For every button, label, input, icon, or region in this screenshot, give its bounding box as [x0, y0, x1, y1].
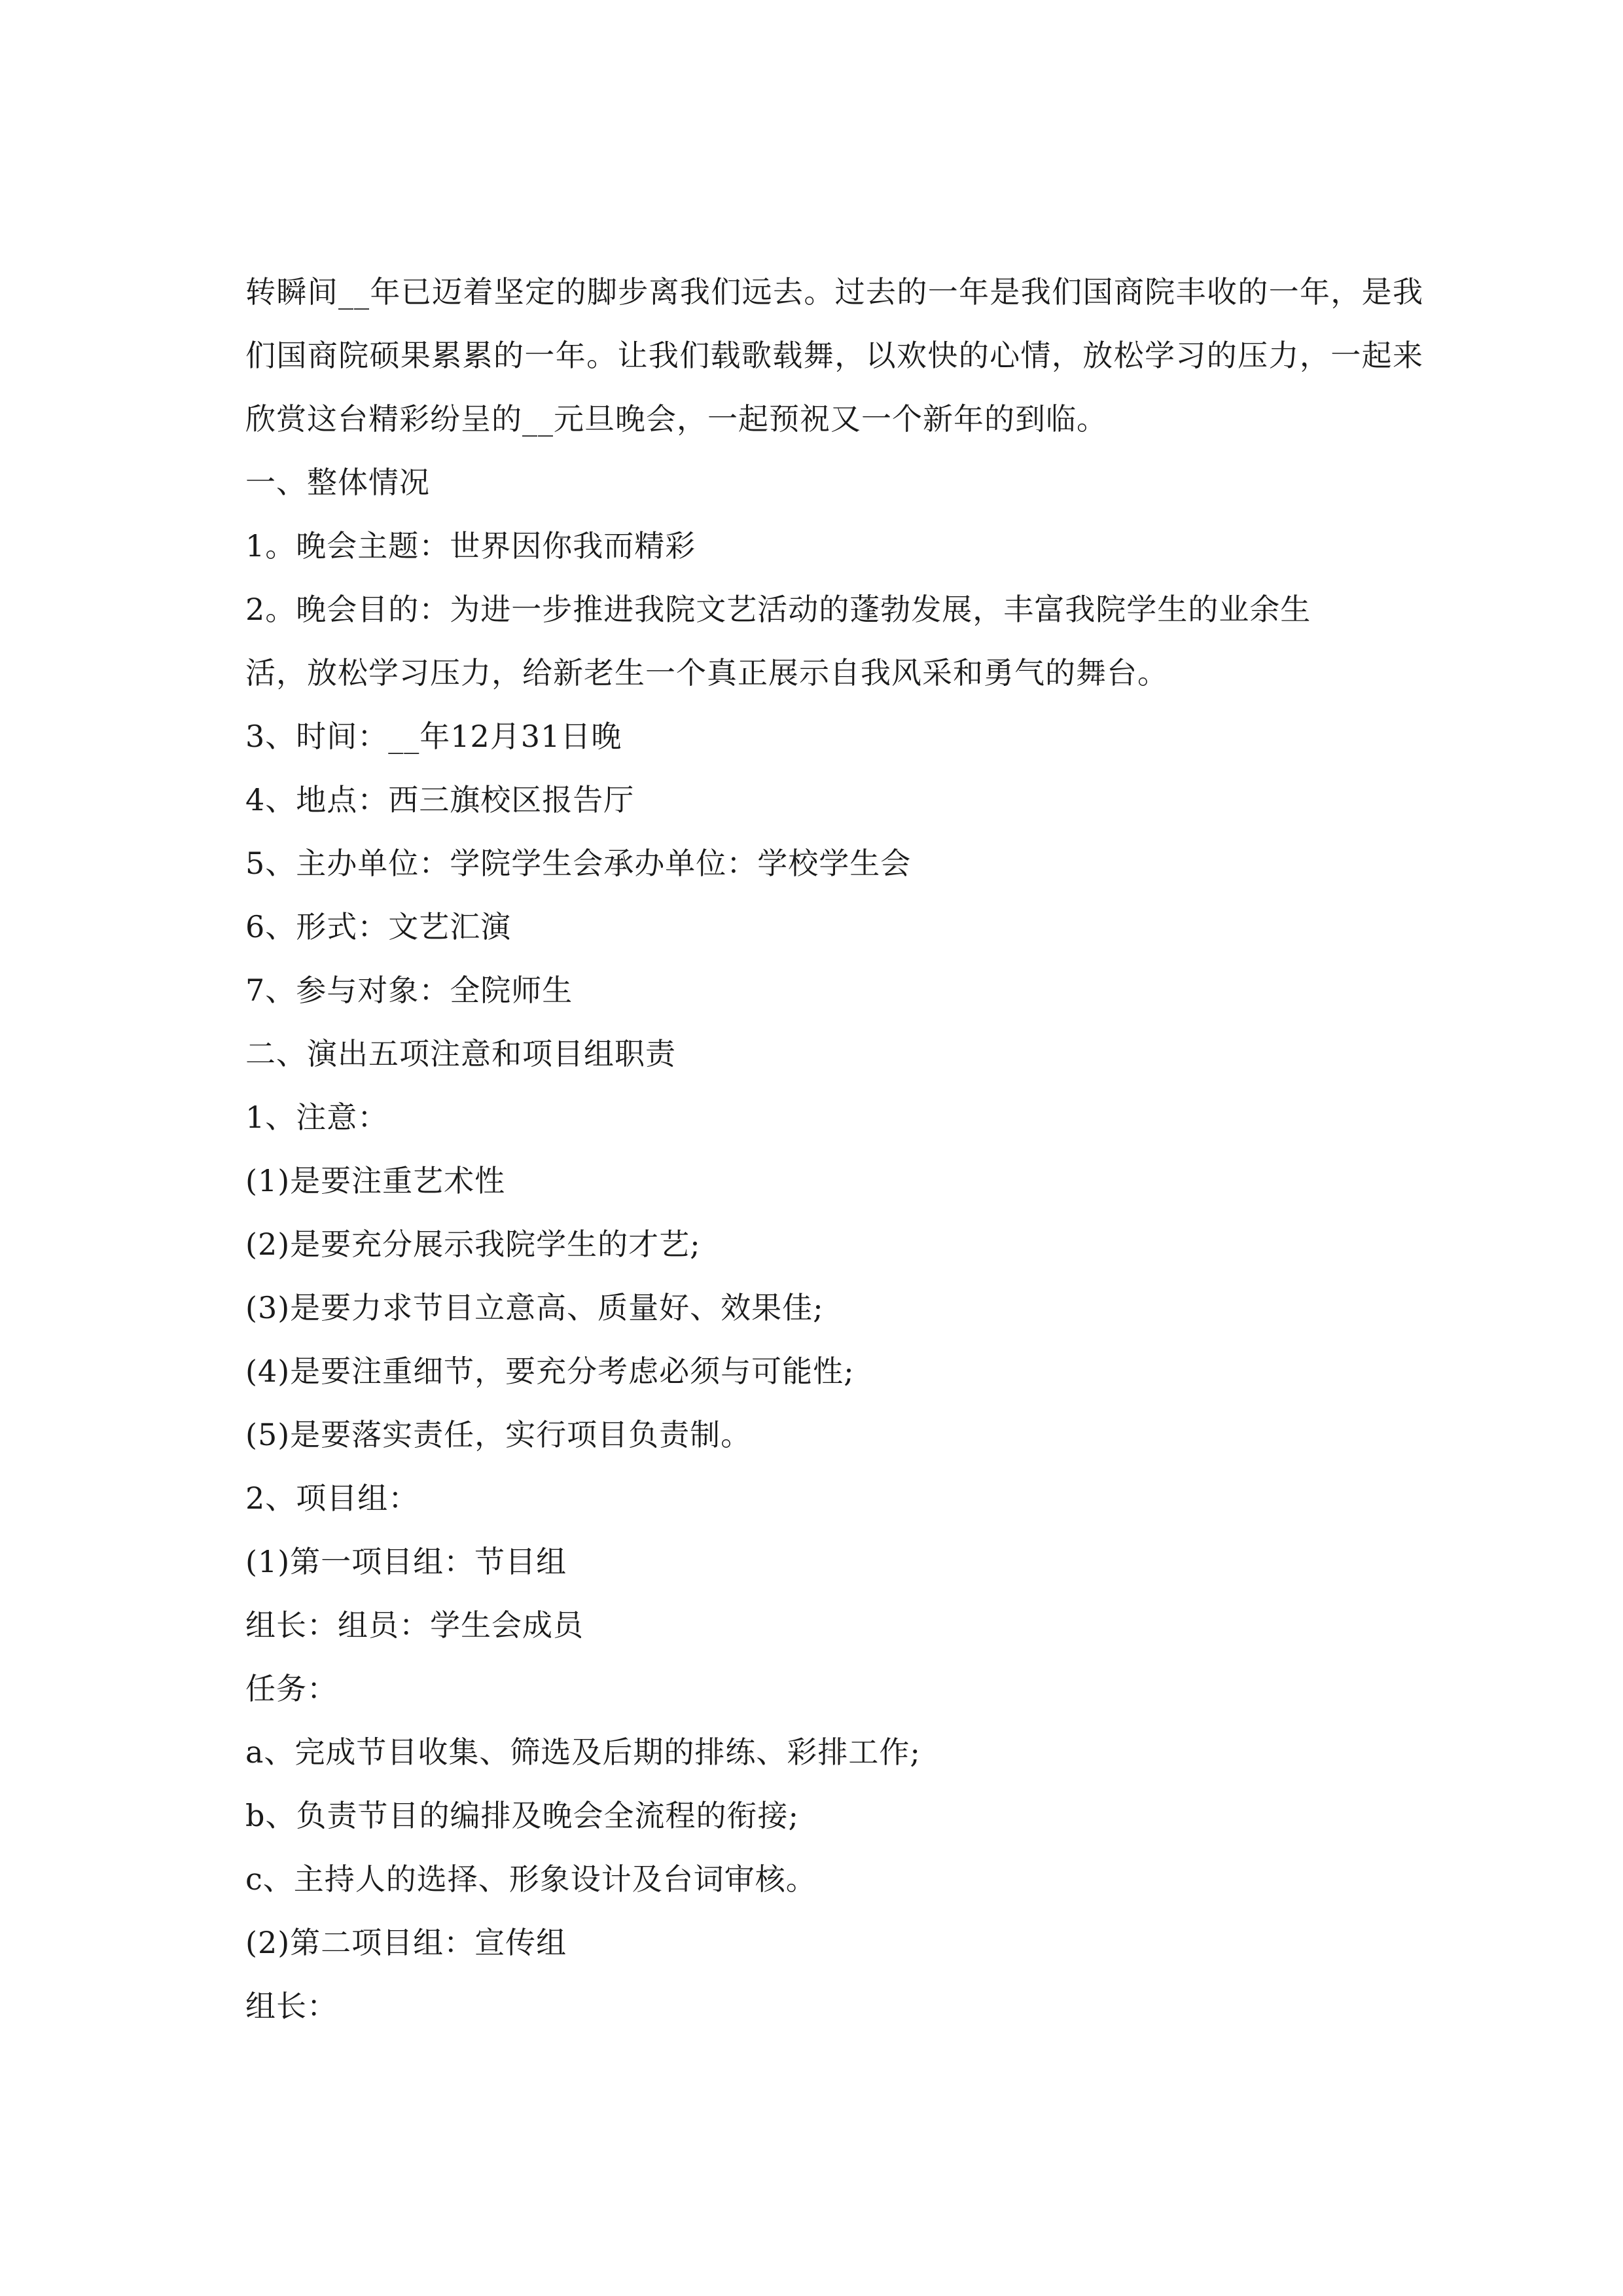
- group-1-task-b: b、负责节目的编排及晚会全流程的衔接;: [245, 1798, 799, 1833]
- section-heading-notes: 二、演出五项注意和项目组职责: [245, 1036, 676, 1071]
- section-heading-overview: 一、整体情况: [245, 465, 430, 500]
- group-1-title: (1)第一项目组：节目组: [245, 1544, 567, 1579]
- note-item-3: (3)是要力求节目立意高、质量好、效果佳;: [245, 1290, 824, 1325]
- item-organizer: 5、主办单位：学院学生会承办单位：学校学生会: [245, 846, 912, 881]
- note-item-4: (4)是要注重细节，要充分考虑必须与可能性;: [245, 1354, 855, 1389]
- group-2-title: (2)第二项目组：宣传组: [245, 1925, 567, 1960]
- intro-paragraph: 转瞬间__年已迈着坚定的脚步离我们远去。过去的一年是我们国商院丰收的一年，是我们国商院硕果累累的一年。让我们载歌载舞，以欢快的心情，放松学习的压力，一起来欣赏这台精彩纷呈的__元旦晚会，一起预祝又一个新年的到临。: [245, 274, 1423, 437]
- subheading-notes: 1、注意：: [245, 1100, 389, 1135]
- group-1-members: 组长：组员：学生会成员: [245, 1607, 584, 1643]
- note-item-2: (2)是要充分展示我院学生的才艺;: [245, 1227, 701, 1262]
- item-time: 3、时间：__年12月31日晚: [245, 719, 622, 754]
- item-theme: 1。晚会主题：世界因你我而精彩: [245, 528, 696, 564]
- document-body: [245, 260, 1423, 2038]
- subheading-groups: 2、项目组：: [245, 1480, 419, 1516]
- note-item-1: (1)是要注重艺术性: [245, 1163, 506, 1198]
- group-1-task-a: a、完成节目收集、筛选及后期的排练、彩排工作;: [245, 1734, 921, 1770]
- item-purpose-continued: 活，放松学习压力，给新老生一个真正展示自我风采和勇气的舞台。: [245, 655, 1168, 691]
- item-purpose: 2。晚会目的：为进一步推进我院文艺活动的蓬勃发展，丰富我院学生的业余生: [245, 592, 1311, 627]
- item-location: 4、地点：西三旗校区报告厅: [245, 782, 635, 817]
- item-participants: 7、参与对象：全院师生: [245, 973, 573, 1008]
- group-1-tasks-label: 任务：: [245, 1671, 338, 1706]
- item-format: 6、形式：文艺汇演: [245, 909, 512, 944]
- group-1-task-c: c、主持人的选择、形象设计及台词审核。: [245, 1861, 817, 1897]
- note-item-5: (5)是要落实责任，实行项目负责制。: [245, 1417, 752, 1452]
- group-2-leader: 组长：: [245, 1988, 338, 2024]
